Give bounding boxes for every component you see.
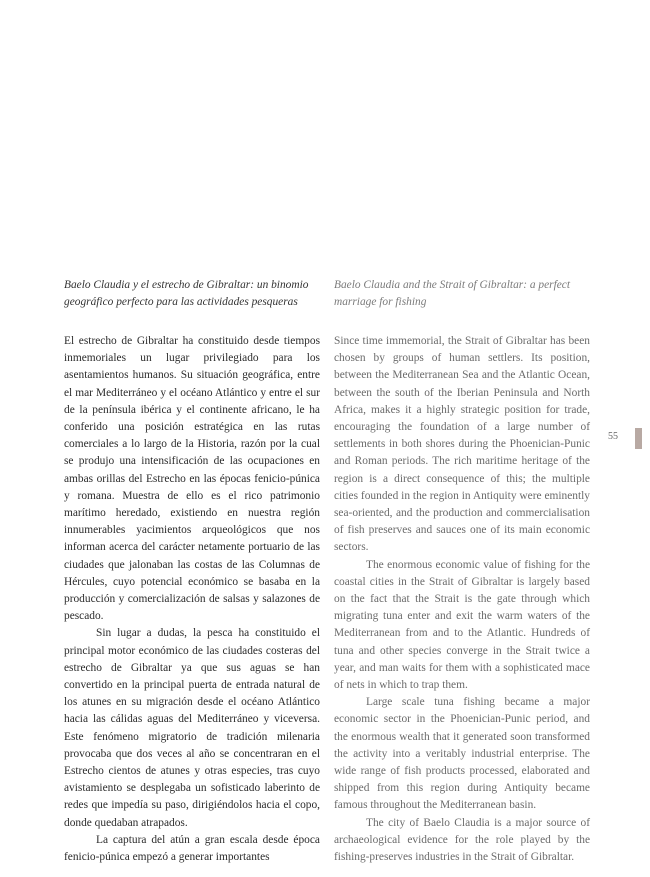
page-marker-bar (635, 428, 642, 449)
english-body (334, 333, 590, 866)
english-heading: Baelo Claudia and the Strait of Gibraltar: a perfect marriage for fishing (334, 279, 571, 308)
english-paragraph: The enormous economic value of fishing for the coastal cities in the Strait of Gibraltar is largely based on the fact that the Strait is the gate through which migrating tuna enter and exit the warm waters of the Mediterranean from and to the Atlantic. Hundreds of tuna and other species converge in the Strait twice a year, and man waits for them with a sophisticated mace of nets in which to trap them. (334, 558, 590, 692)
spanish-column (64, 277, 320, 866)
spanish-heading: Baelo Claudia y el estrecho de Gibraltar: un binomio geográfico perfecto para las actividades pesqueras (64, 279, 309, 308)
english-paragraph: The city of Baelo Claudia is a major source of archaeological evidence for the role played by the fishing-preserves industries in the Strait of Gibraltar. (334, 816, 590, 864)
spanish-paragraph: Sin lugar a dudas, la pesca ha constituido el principal motor económico de las ciudades costeras del estrecho de Gibraltar ya que sus aguas se han convertido en la principal puerta de entrada natural de los atunes en su migración desde el océano Atlántico hacia las cálidas aguas del Mediterráneo y viceversa. Este fenómeno migratorio de tradición milenaria provocaba que dos veces al año se concentraran en el Estrecho cientos de atunes y otras especies, tras cuyo avistamiento se desplegaba un sofisticado laberinto de redes que impedía su paso, dirigiéndolos hacia el copo, donde quedaban atrapados. (64, 627, 320, 829)
spanish-body (64, 333, 320, 866)
page-number: 55 (608, 431, 618, 442)
spanish-paragraph: El estrecho de Gibraltar ha constituido desde tiempos inmemoriales un lugar privilegiado para los asentamientos humanos. Su situación geográfica, entre el mar Mediterráneo y el océano Atlántico y entre el sur de la península ibérica y el continente africano, le ha conferido una posición estratégica en las rutas comerciales a lo largo de la Historia, razón por la cual se produjo una intensificación de las ocupaciones en ambas orillas del Estrecho en las épocas fenicio-púnica y romana. Muestra de ello es el rico patrimonio marítimo heredado, existiendo en nuestra región innumerables yacimientos arqueológicos que nos informan acerca del carácter netamente portuario de las ciudades que jalonaban las costas de las Columnas de Hércules, cuyo potencial económico se basaba en la producción y comercialización de salsas y salazones de pescado. (64, 335, 320, 623)
english-paragraph: Large scale tuna fishing became a major economic sector in the Phoenician-Punic period, and the enormous wealth that it generated soon transformed the activity into a veritably industrial enterprise. The wide range of fish products processed, elaborated and shipped from this region during Antiquity became famous throughout the Mediterranean basin. (334, 696, 590, 812)
english-column (334, 277, 590, 866)
spanish-paragraph: La captura del atún a gran escala desde época fenicio-púnica empezó a generar importantes (64, 833, 320, 864)
english-paragraph: Since time immemorial, the Strait of Gibraltar has been chosen by groups of human settlers. Its position, between the Mediterranean Sea and the Atlantic Ocean, between the south of the Iberian Peninsula and North Africa, makes it a highly strategic position for trade, encouraging the foundation of a large number of settlements in both shores during the Phoenician-Punic and Roman periods. The rich maritime heritage of the region is a direct consequence of this; the multiple cities founded in the region in Antiquity were eminently sea-oriented, and the production and commercialisation of fish preserves and sauces one of its main economic sectors. (334, 335, 590, 554)
